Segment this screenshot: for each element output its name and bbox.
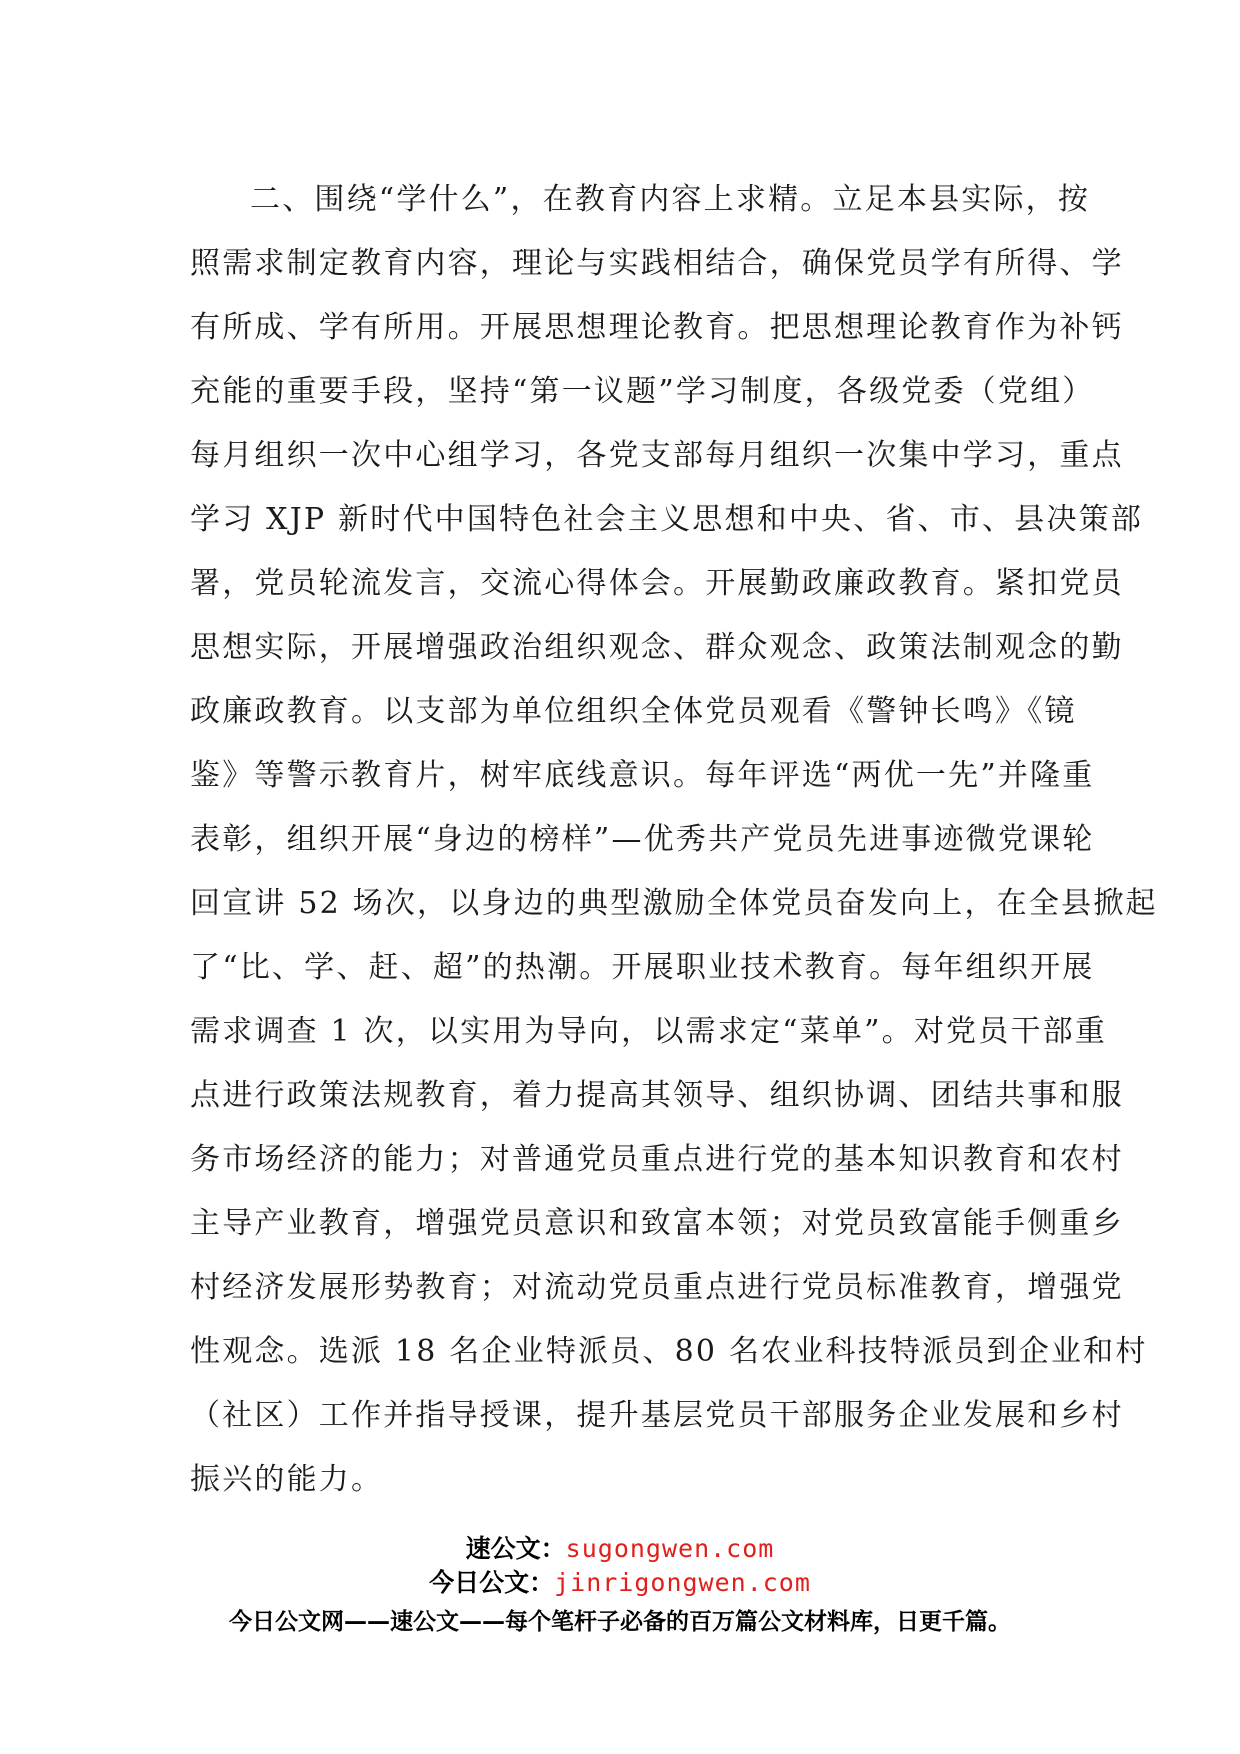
body-paragraph (190, 168, 1158, 1512)
paragraph-line: 回宣讲 52 场次，以身边的典型激励全体党员奋发向上，在全县掀起 (190, 886, 1158, 921)
paragraph-line: 二、围绕“学什么”，在教育内容上求精。立足本县实际，按 (250, 182, 1091, 217)
footer-slogan: 今日公文网——速公文——每个笔杆子必备的百万篇公文材料库，日更千篇。 (229, 1609, 1011, 1635)
paragraph-line: 思想实际，开展增强政治组织观念、群众观念、政策法制观念的勤 (190, 630, 1124, 665)
paragraph-line: 振兴的能力。 (190, 1462, 384, 1497)
paragraph-line: 性观念。选派 18 名企业特派员、80 名农业科技特派员到企业和村 (190, 1334, 1148, 1369)
footer-sugongwen-link[interactable]: sugongwen.com (565, 1534, 775, 1563)
paragraph-line: 了“比、学、赶、超”的热潮。开展职业技术教育。每年组织开展 (190, 950, 1095, 985)
paragraph-line: 主导产业教育，增强党员意识和致富本领；对党员致富能手侧重乡 (190, 1206, 1124, 1241)
paragraph-line: 照需求制定教育内容，理论与实践相结合，确保党员学有所得、学 (190, 246, 1124, 281)
footer-jinri-row (0, 1566, 1240, 1600)
paragraph-line: 每月组织一次中心组学习，各党支部每月组织一次集中学习，重点 (190, 438, 1124, 473)
paragraph-line: 充能的重要手段，坚持“第一议题”学习制度，各级党委（党组） (190, 374, 1095, 409)
footer-jinri-link[interactable]: jinrigongwen.com (554, 1568, 811, 1597)
footer-jinri-label: 今日公文： (429, 1568, 555, 1597)
footer-watermark (0, 1532, 1240, 1638)
paragraph-line: 有所成、学有所用。开展思想理论教育。把思想理论教育作为补钙 (190, 310, 1124, 345)
paragraph-line: 署，党员轮流发言，交流心得体会。开展勤政廉政教育。紧扣党员 (190, 566, 1124, 601)
paragraph-line: （社区）工作并指导授课，提升基层党员干部服务企业发展和乡村 (190, 1398, 1124, 1433)
paragraph-line: 务市场经济的能力；对普通党员重点进行党的基本知识教育和农村 (190, 1142, 1124, 1177)
paragraph-line: 政廉政教育。以支部为单位组织全体党员观看《警钟长鸣》《镜 (190, 694, 1077, 729)
paragraph-line: 表彰，组织开展“身边的榜样”—优秀共产党员先进事迹微党课轮 (190, 822, 1095, 857)
footer-sugongwen-label: 速公文： (465, 1534, 566, 1563)
paragraph-line: 点进行政策法规教育，着力提高其领导、组织协调、团结共事和服 (190, 1078, 1124, 1113)
paragraph-line: 村经济发展形势教育；对流动党员重点进行党员标准教育，增强党 (190, 1270, 1124, 1305)
paragraph-line: 需求调查 1 次，以实用为导向，以需求定“菜单”。对党员干部重 (190, 1014, 1108, 1049)
footer-sugongwen-row (0, 1532, 1240, 1566)
paragraph-line: 学习 XJP 新时代中国特色社会主义思想和中央、省、市、县决策部 (190, 502, 1144, 537)
paragraph-line: 鉴》等警示教育片，树牢底线意识。每年评选“两优一先”并隆重 (190, 758, 1095, 793)
